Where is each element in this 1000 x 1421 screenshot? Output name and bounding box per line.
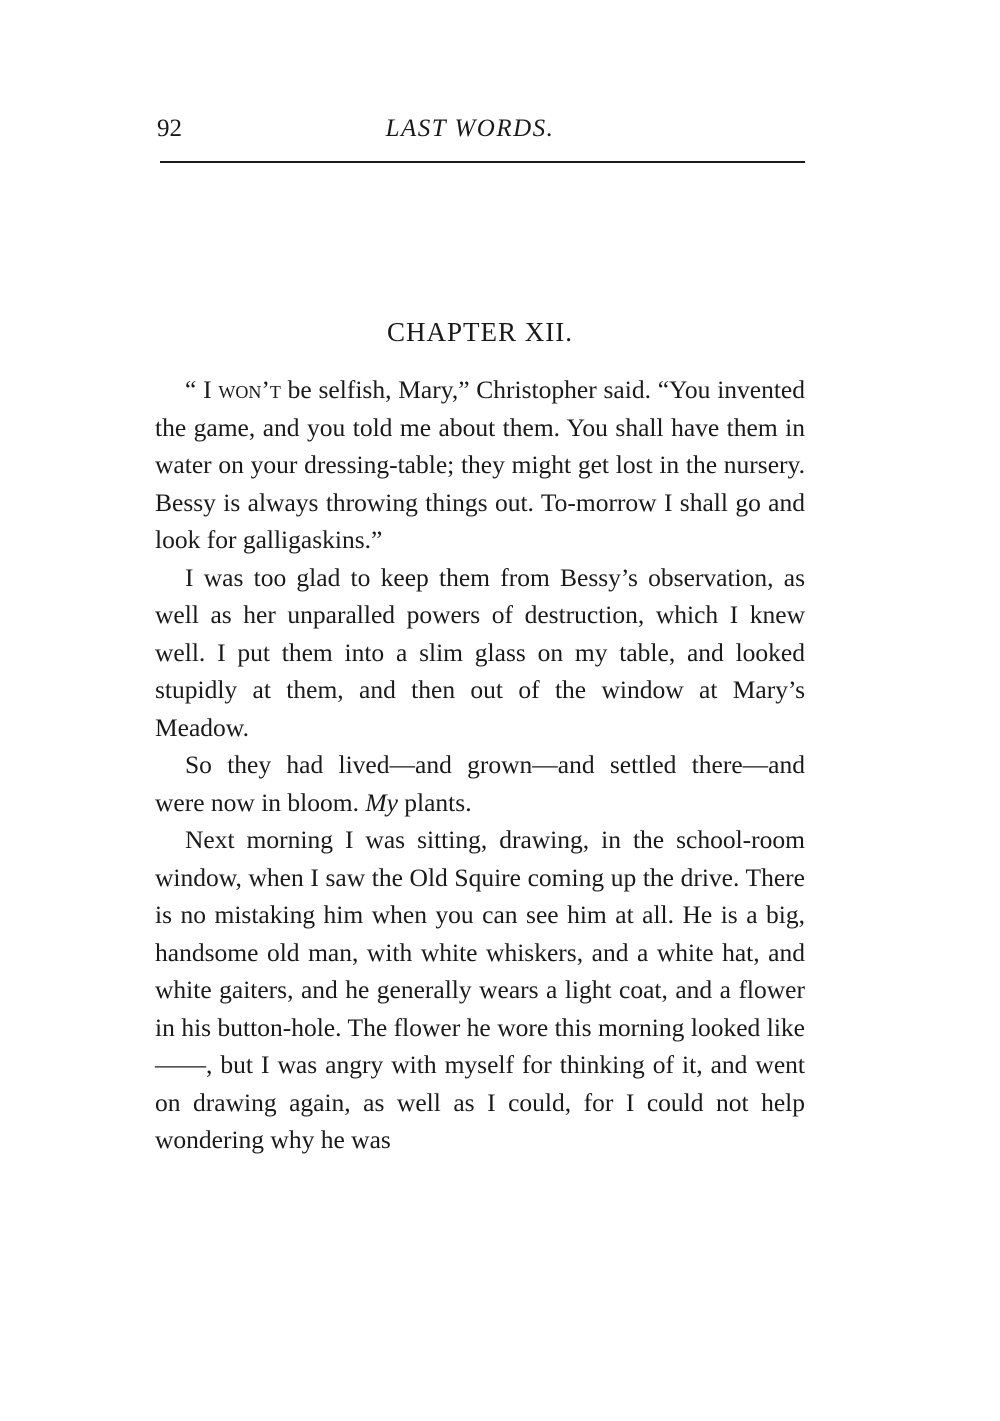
paragraph-3-after: plants.	[397, 787, 472, 817]
running-title: LAST WORDS.	[385, 115, 555, 142]
paragraph-3	[155, 746, 805, 821]
chapter-heading: CHAPTER XII.	[387, 317, 573, 347]
paragraph-2: I was too glad to keep them from Bessy’s observation, as well as her unparalled powers of destruction, which I knew well. I put them into a slim glass on my table, and looked stupidly at them, and then out of the window at Mary’s Meadow.	[155, 562, 805, 742]
paragraph-1-rest: be selfish, Mary,” Christopher said. “You invented the game, and you told me about them. You shall have them in water on your dressing-table; they might get lost in the nursery. Bessy is always throwing things out. To-morrow I shall go and look for galligaskins.”	[155, 375, 805, 554]
page-number: 92	[157, 115, 182, 142]
body-text	[155, 371, 805, 1159]
paragraph-3-italic: My	[365, 787, 398, 817]
header-rule	[160, 161, 805, 163]
paragraph-3-before: So they had lived—and grown—and settled there—and were now in bloom.	[155, 750, 805, 817]
paragraph-1-smallcaps: won’t	[218, 375, 281, 404]
paragraph-1	[155, 371, 805, 559]
paragraph-4: Next morning I was sitting, drawing, in the school-room window, when I saw the Old Squire coming up the drive. There is no mistaking him when you can see him at all. He is a big, handsome old man, with white whiskers, and a white hat, and white gaiters, and he generally wears a light coat, and a flower in his button-hole. The flower he wore this morning looked like——, but I was angry with myself for thinking of it, and went on drawing again, as well as I could, for I could not help wondering why he was	[155, 825, 805, 1154]
paragraph-1-open: “ I	[185, 375, 219, 404]
